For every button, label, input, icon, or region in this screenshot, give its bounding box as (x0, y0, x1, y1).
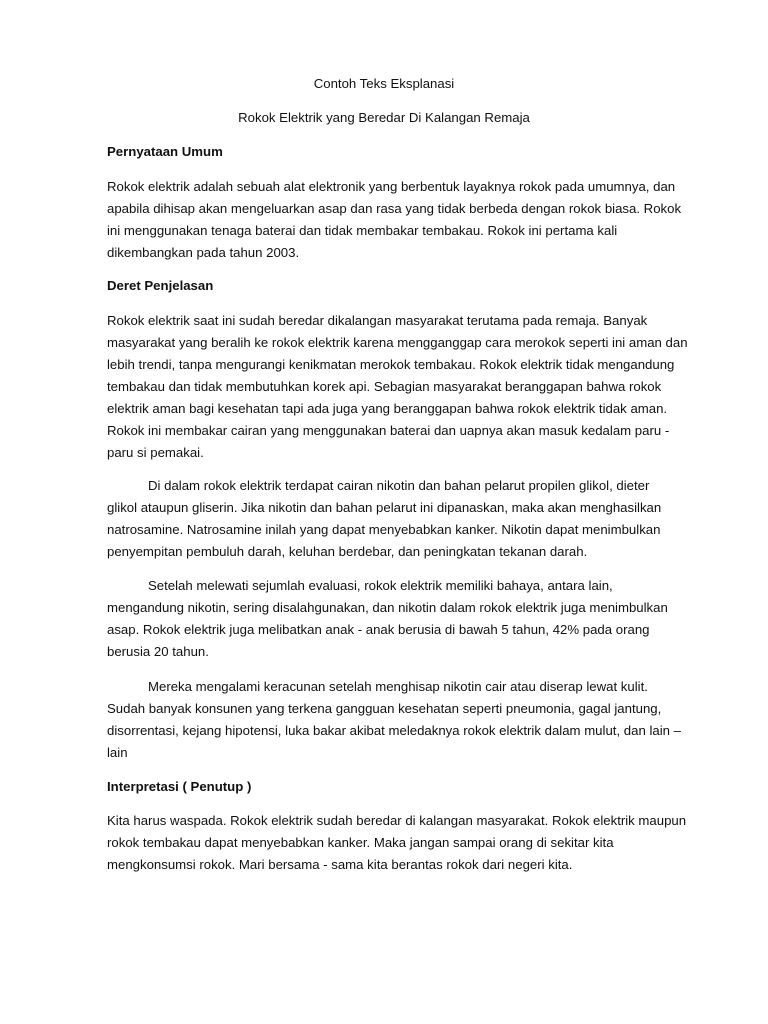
text-line: lain (107, 745, 128, 760)
text-line: Rokok ini membakar cairan yang menggunakan baterai dan uapnya akan masuk kedalam paru - (107, 423, 670, 438)
text-line: ini menggunakan tenaga baterai dan tidak membakar tembakau. Rokok ini pertama kali (107, 223, 618, 238)
paragraph-deret-penjelasan-4 (107, 676, 707, 764)
paragraph-deret-penjelasan-2 (107, 475, 707, 563)
text-line: rokok tembakau dapat menyebabkan kanker. Maka jangan sampai orang di sekitar kita (107, 835, 614, 850)
text-line: elektrik aman bagi kesehatan tapi ada juga yang beranggapan bahwa rokok elektrik tidak aman. (107, 401, 668, 416)
text-line: mengkonsumsi rokok. Mari bersama - sama kita berantas rokok dari negeri kita. (107, 857, 573, 872)
paragraph-deret-penjelasan-3 (107, 575, 707, 663)
text-line: Kita harus waspada. Rokok elektrik sudah beredar di kalangan masyarakat. Rokok elektrik maupun (107, 813, 687, 828)
text-line: Rokok elektrik saat ini sudah beredar dikalangan masyarakat terutama pada remaja. Banyak (107, 313, 648, 328)
text-line: Sudah banyak konsunen yang terkena gangguan kesehatan seperti pneumonia, gagal jantung, (107, 701, 662, 716)
text-line: natrosamine. Natrosamine inilah yang dapat menyebabkan kanker. Nikotin dapat menimbulkan (107, 522, 661, 537)
text-line: penyempitan pembuluh darah, keluhan berdebar, dan peningkatan tekanan darah. (107, 544, 588, 559)
section-heading-interpretasi: Interpretasi ( Penutup ) (107, 779, 252, 794)
document-subtitle: Rokok Elektrik yang Beredar Di Kalangan Remaja (238, 110, 530, 125)
text-line: disorrentasi, kejang hipotensi, luka bakar akibat meledaknya rokok elektrik dalam mulut, dan lain – (107, 723, 681, 738)
section-heading-deret-penjelasan: Deret Penjelasan (107, 278, 214, 293)
text-line: asap. Rokok elektrik juga melibatkan anak - anak berusia di bawah 5 tahun, 42% pada orang (107, 622, 650, 637)
text-line: Di dalam rokok elektrik terdapat cairan nikotin dan bahan pelarut propilen glikol, dieter (148, 478, 650, 493)
document-title: Contoh Teks Eksplanasi (313, 76, 455, 91)
text-line: tembakau dan tidak membutuhkan korek api. Sebagian masyarakat beranggapan bahwa rokok (107, 379, 662, 394)
paragraph-pernyataan-umum (107, 176, 707, 264)
text-line: dikembangkan pada tahun 2003. (107, 245, 300, 260)
text-line: lebih trendi, tanpa mengurangi kenikmatan merokok tembakau. Rokok elektrik tidak mengandung (107, 357, 675, 372)
text-line: paru si pemakai. (107, 445, 204, 460)
text-line: apabila dihisap akan mengeluarkan asap dan rasa yang tidak berbeda dengan rokok biasa. Rokok (107, 201, 682, 216)
paragraph-deret-penjelasan-1 (107, 310, 707, 464)
text-line: mengandung nikotin, sering disalahgunakan, dan nikotin dalam rokok elektrik juga menimbulkan (107, 600, 668, 615)
paragraph-interpretasi (107, 810, 707, 876)
text-line: Setelah melewati sejumlah evaluasi, rokok elektrik memiliki bahaya, antara lain, (148, 578, 613, 593)
text-line: berusia 20 tahun. (107, 644, 209, 659)
text-line: Rokok elektrik adalah sebuah alat elektronik yang berbentuk layaknya rokok pada umumnya, dan (107, 179, 676, 194)
section-heading-pernyataan-umum: Pernyataan Umum (107, 144, 223, 159)
text-line: masyarakat yang beralih ke rokok elektrik karena mengganggap cara merokok seperti ini aman dan (107, 335, 688, 350)
text-line: Mereka mengalami keracunan setelah menghisap nikotin cair atau diserap lewat kulit. (148, 679, 648, 694)
text-line: glikol ataupun gliserin. Jika nikotin dan bahan pelarut ini dipanaskan, maka akan menghasilkan (107, 500, 662, 515)
